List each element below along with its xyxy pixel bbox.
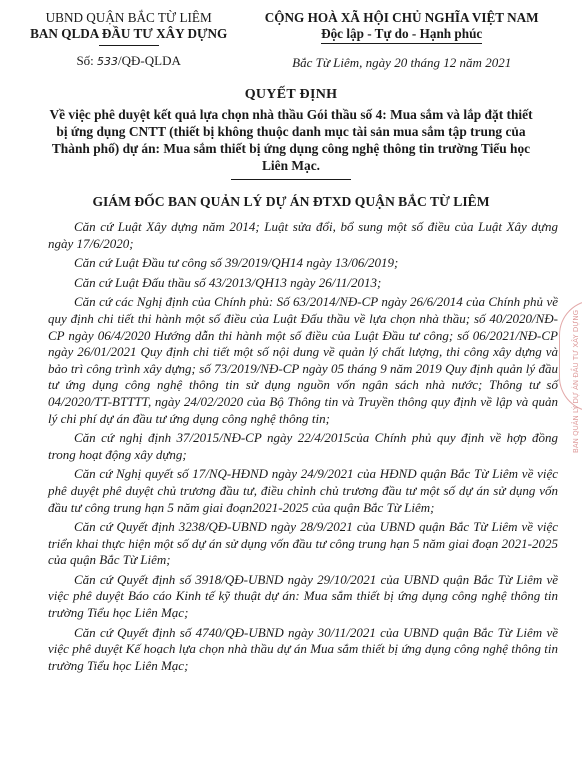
paragraph: Căn cứ Luật Xây dựng năm 2014; Luật sửa đổi, bổ sung một số điều của Luật Xây dựng ngày 17/6/2020;: [48, 219, 558, 251]
paragraph: Căn cứ Quyết định 3238/QĐ-UBND ngày 28/9/2021 của UBND quận Bắc Từ Liêm về việc triển khai thực hiện một số dự án sử dụng vốn đầu tư công trung hạn 5 năm giai đoạn 2021-2025 của quận Bắc Từ Liêm;: [48, 519, 558, 568]
document-title: QUYẾT ĐỊNH: [244, 87, 338, 102]
org-line-1: UBND QUẬN BẮC TỪ LIÊM: [45, 10, 212, 25]
doc-number-prefix: Số:: [76, 53, 94, 68]
document-body: [18, 219, 564, 674]
paragraph: Căn cứ các Nghị định của Chính phủ: Số 63/2014/NĐ-CP ngày 26/6/2014 của Chính phủ về quy định chi tiết thi hành một số điều của Luật Đấu thầu về lựa chọn nhà thầu; số 40/2020/NĐ-CP ngày 06/4/2020 Hướng dẫn thi hành một số điều của Luật Đầu tư công; số 06/2021/NĐ-CP ngày 26/01/2021 Quy định chi tiết một số nội dung về quản lý chất lượng, thi công xây dựng và bảo trì công trình xây dựng; số 73/2019/NĐ-CP ngày 05 tháng 9 năm 2019 Quy định quản lý đầu tư ứng dụng công nghệ thông tin sử dụng nguồn vốn ngân sách nhà nước; Thông tư số 04/2020/TT-BTTTT, ngày 24/02/2020 của Bộ Thông tin và Truyền thông quy định về lập và quản lý chi phí dự án đầu tư ứng dụng công nghệ thông tin;: [48, 294, 558, 426]
paragraph: Căn cứ Nghị quyết số 17/NQ-HĐND ngày 24/9/2021 của HĐND quận Bắc Từ Liêm về việc phê duyệt phê duyệt chủ trương đầu tư, điều chỉnh chủ trương đầu tư một số dự án sử dụng vốn đầu tư công trung hạn 5 năm giai đoạn2021-2025 của quận Bắc Từ Liêm;: [48, 466, 558, 515]
subject-divider: [231, 179, 351, 180]
doc-number: [18, 53, 239, 70]
org-divider: [99, 45, 159, 46]
nation-line-1: CỘNG HOÀ XÃ HỘI CHỦ NGHĨA VIỆT NAM: [264, 10, 539, 25]
paragraph: Căn cứ Quyết định số 3918/QĐ-UBND ngày 29/10/2021 của UBND quận Bắc Từ Liêm về việc phê duyệt Báo cáo Kinh tế kỹ thuật dự án: Mua sắm thiết bị ứng dụng công nghệ thông tin trường Tiểu học Liên Mạc;: [48, 571, 558, 621]
document-header: [18, 0, 564, 71]
doc-number-value: 533: [97, 55, 119, 68]
seal-text: BAN QUẢN LÝ DỰ ÁN ĐẦU TƯ XÂY DỰNG: [572, 310, 580, 453]
doc-number-suffix: /QĐ-QLDA: [118, 53, 181, 68]
issuing-authority: GIÁM ĐỐC BAN QUẢN LÝ DỰ ÁN ĐTXD QUẬN BẮC TỪ LIÊM: [92, 194, 490, 209]
paragraph: Căn cứ Quyết định số 4740/QĐ-UBND ngày 30/11/2021 của UBND quận Bắc Từ Liêm về việc phê duyệt Kế hoạch lựa chọn nhà thầu dự án Mua sắm thiết bị ứng dụng công nghệ thông tin trường Tiểu học Liên Mạc;: [48, 624, 558, 673]
nation-line-2: Độc lập - Tự do - Hạnh phúc: [321, 26, 482, 44]
org-line-2: BAN QLDA ĐẦU TƯ XÂY DỰNG: [30, 26, 228, 41]
issuing-org-block: [18, 10, 239, 71]
paragraph: Căn cứ Luật Đấu thầu số 43/2013/QH13 ngày 26/11/2013;: [74, 274, 382, 290]
paragraph: Căn cứ Luật Đầu tư công số 39/2019/QH14 ngày 13/06/2019;: [74, 255, 399, 271]
national-motto-block: [239, 10, 564, 71]
document-subject: Về việc phê duyệt kết quả lựa chọn nhà thầu Gói thầu số 4: Mua sắm và lắp đặt thiết bị ứng dụng CNTT (thiết bị không thuộc danh mục tài sản mua sắm tập trung của Thành phố) dự án: Mua sắm thiết bị ứng dụng công nghệ thông tin trường Tiểu học Liên Mạc.: [49, 107, 533, 173]
document-date: Bắc Từ Liêm, ngày 20 tháng 12 năm 2021: [292, 55, 512, 70]
paragraph: Căn cứ nghị định 37/2015/NĐ-CP ngày 22/4/2015của Chính phủ quy định về hợp đồng trong hoạt động xây dựng;: [48, 430, 558, 462]
